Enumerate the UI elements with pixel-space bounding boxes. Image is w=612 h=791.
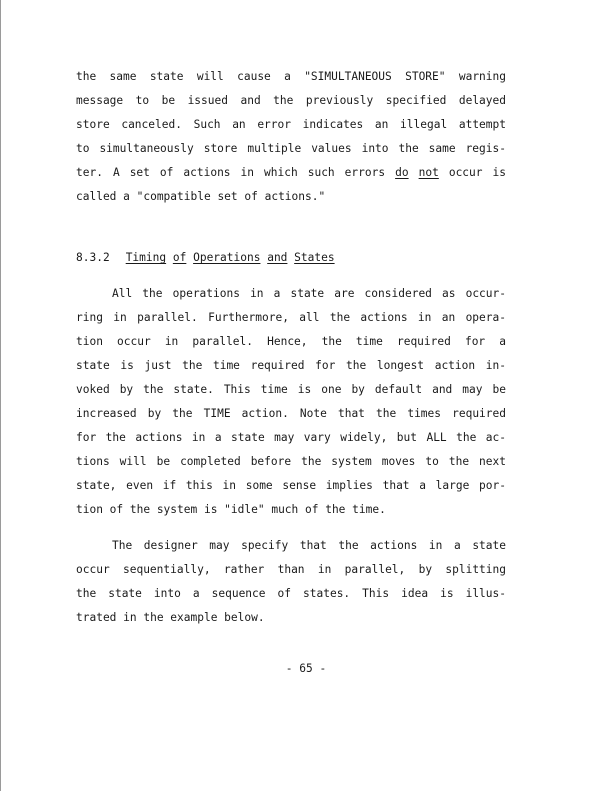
p1-line-1: the same state will cause a "SIMULTANEOUS STORE" warning (76, 70, 506, 83)
p3-line-2: occur sequentially, rather than in parallel, by splitting (76, 563, 506, 576)
p3-line-3: the state into a sequence of states. This idea is illus- (76, 587, 506, 600)
p2-line-7: for the actions in a state may vary widely, but ALL the ac- (76, 431, 506, 444)
p1-line-2: message to be issued and the previously specified delayed (76, 94, 506, 107)
p1-line-3: store canceled. Such an error indicates an illegal attempt (76, 118, 506, 131)
p2-line-2: ring in parallel. Furthermore, all the actions in an opera- (76, 311, 506, 324)
heading-word-5: States (294, 251, 335, 264)
p2-line-3: tion occur in parallel. Hence, the time required for a (76, 335, 506, 348)
p1-line-5-before: ter. A set of actions in which such errors (76, 166, 396, 179)
p2-line-10: tion of the system is "idle" much of the time. (76, 503, 386, 516)
heading-word-1: Timing (125, 251, 167, 264)
p1-line-6: called a "compatible set of actions." (76, 190, 326, 203)
p2-line-5: voked by the state. This time is one by default and may be (76, 383, 506, 396)
p3-line-4: trated in the example below. (76, 611, 265, 624)
emphasis-not: not (418, 166, 439, 179)
p1-line-5-after: occur is (438, 166, 506, 179)
p1-line-4: to simultaneously store multiple values into the same regis- (76, 142, 506, 155)
p2-line-8: tions will be completed before the system moves to the next (76, 455, 506, 468)
p2-line-6: increased by the TIME action. Note that the times required (76, 407, 506, 420)
section-heading (76, 250, 335, 266)
p2-line-4: state is just the time required for the longest action in- (76, 359, 506, 372)
page-number: - 65 - (285, 662, 327, 675)
p1-line-5 (76, 165, 506, 181)
heading-word-3: Operations (193, 251, 261, 264)
heading-word-4: and (267, 251, 288, 264)
heading-word-2: of (172, 251, 187, 264)
p2-line-1: All the operations in a state are considered as occur- (112, 287, 506, 300)
emphasis-do: do (395, 166, 409, 179)
p3-line-1: The designer may specify that the actions in a state (112, 539, 506, 552)
p2-line-9: state, even if this in some sense implies that a large por- (76, 479, 506, 492)
section-number: 8.3.2 (76, 251, 110, 264)
